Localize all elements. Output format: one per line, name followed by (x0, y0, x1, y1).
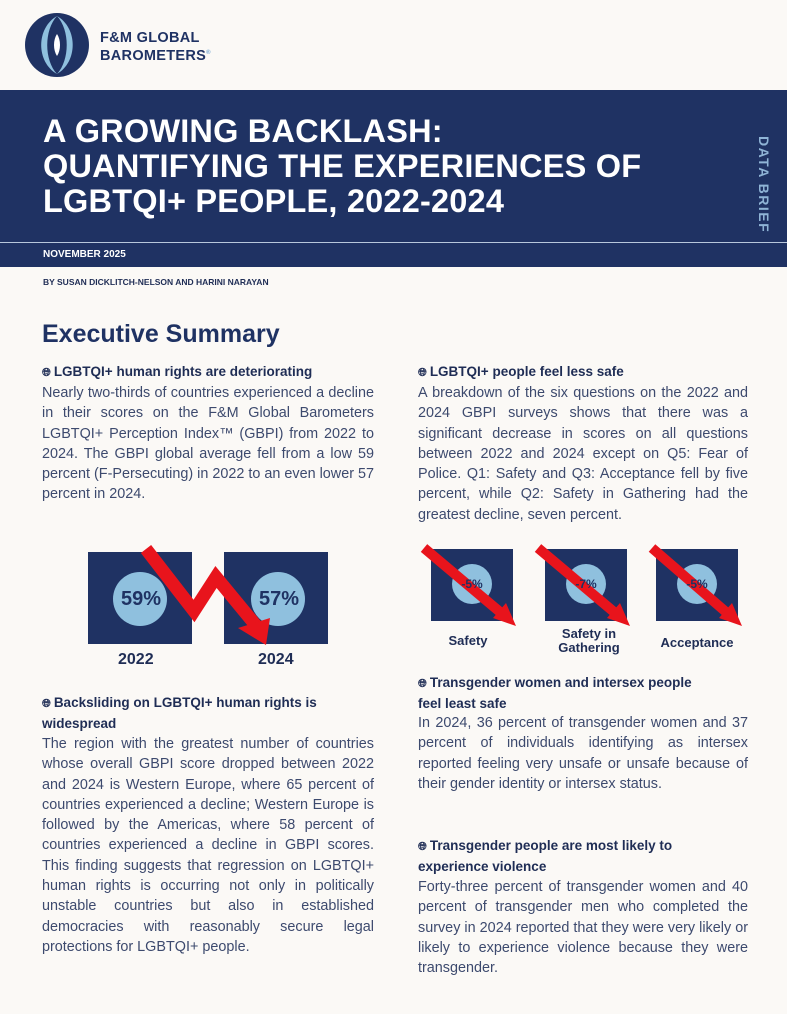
safety-change-value: -5% (461, 577, 483, 591)
executive-summary-heading: Executive Summary (42, 320, 280, 348)
section-title-line-1: Backsliding on LGBTQI+ human rights is (53, 695, 317, 710)
section-title-line-2: feel least safe (418, 696, 507, 711)
section-body-less-safe: A breakdown of the six questions on the 2022 and 2024 GBPI surveys shows that there was a significant decrease in scores on all questions between 2022 and 2024 except on Q5: Fear of Police. Q1: Safety and Q3: Acceptance fell by five percent, while Q2: Safety in Gathering had the greatest decline, seven percent. (418, 385, 748, 523)
globe-icon: 🌐︎ (42, 698, 51, 710)
safety-gathering-label-line-2: Gathering (558, 640, 620, 655)
section-body-transgender-women: In 2024, 36 percent of transgender women and 37 percent of individuals identifying as intersex reported feeling very unsafe or unsafe because of their gender identity or intersex status. (418, 715, 748, 792)
gbpi-2022-value: 59% (120, 588, 162, 610)
year-label-2022: 2022 (118, 651, 154, 668)
brand-line-1: F&M GLOBAL (100, 30, 200, 46)
title-line-1: A GROWING BACKLASH: (43, 113, 443, 149)
section-title: LGBTQI+ people feel less safe (429, 364, 624, 379)
year-label-2024: 2024 (258, 651, 294, 668)
section-title-line-2: widespread (42, 716, 117, 731)
section-body-violence: Forty-three percent of transgender women and 40 percent of transgender men who completed the survey in 2024 reported that they were very likely or likely to experience violence because they were transgender. (418, 879, 748, 977)
registered-mark: ® (206, 50, 211, 56)
globe-icon: 🌐︎ (42, 367, 51, 379)
section-title-line-2: experience violence (418, 859, 547, 874)
title-line-3: LGBTQI+ PEOPLE, 2022-2024 (43, 183, 505, 219)
section-heading-violence (418, 836, 758, 877)
section-title-line-1: Transgender women and intersex people (429, 675, 692, 690)
section-body-human-rights: Nearly two-thirds of countries experienced a decline in their scores on the F&M Global Barometers LGBTQI+ Perception Index™ (GBPI) from 2022 to 2024. The GBPI global average fell from a low 59 percent (F-Persecuting) in 2022 to an even lower 57 percent in 2024. (42, 385, 374, 503)
section-title: LGBTQI+ human rights are deteriorating (53, 364, 313, 379)
gbpi-2024-value: 57% (258, 588, 300, 610)
data-brief-tag: DATA BRIEF (756, 136, 772, 234)
section-body-backsliding: The region with the greatest number of countries whose overall GBPI score dropped between 2022 and 2024 is Western Europe, where 65 percent of countries experienced a decline; Western Europe is followed by the Americas, where 58 percent of countries experienced a decline in GBPI scores. This finding suggests that regression on LGBTQI+ human rights is occurring not only in politically unstable countries but also in established democracies with reasonably secure legal protections for LGBTQI+ people. (42, 736, 374, 955)
globe-icon: 🌐︎ (418, 841, 427, 853)
acceptance-change-value: -5% (686, 577, 708, 591)
authors-byline: BY SUSAN DICKLITCH-NELSON AND HARINI NARAYAN (43, 277, 269, 287)
safety-gathering-change-value: -7% (575, 577, 597, 591)
brand-line-2: BAROMETERS (100, 47, 207, 64)
globe-icon: 🌐︎ (418, 367, 427, 379)
acceptance-label: Acceptance (660, 635, 734, 650)
section-title-line-1: Transgender people are most likely to (429, 838, 673, 853)
publication-date: NOVEMBER 2025 (43, 249, 126, 260)
title-line-2: QUANTIFYING THE EXPERIENCES OF (43, 148, 642, 184)
section-heading-transgender-women (418, 673, 758, 714)
globe-icon: 🌐︎ (418, 678, 427, 690)
safety-gathering-label (539, 627, 639, 655)
safety-gathering-label-line-1: Safety in (561, 626, 617, 641)
safety-label: Safety (448, 633, 488, 648)
